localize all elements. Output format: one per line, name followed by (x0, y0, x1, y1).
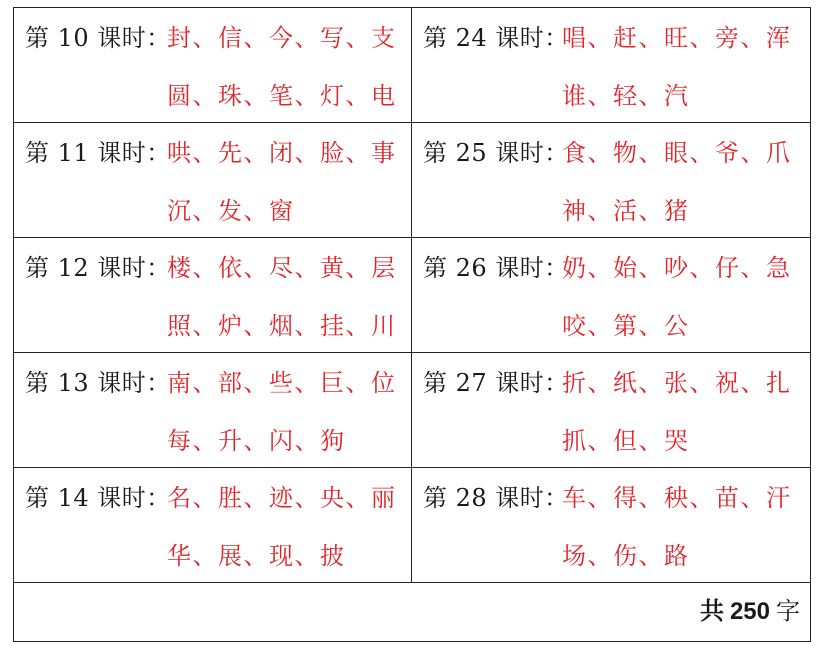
lesson-characters: 折、纸、张、祝、扎抓、但、哭 (562, 369, 792, 455)
table-row (14, 8, 811, 123)
lesson-characters: 食、物、眼、爷、爪神、活、猪 (562, 139, 792, 225)
lesson-characters: 奶、始、吵、仔、急咬、第、公 (562, 254, 792, 340)
lesson-label: 第 12 课时： (25, 254, 171, 282)
lesson-cell (412, 468, 811, 583)
lesson-cell (14, 8, 412, 123)
lesson-label: 第 26 课时： (423, 254, 569, 282)
lesson-label: 第 28 课时： (423, 484, 569, 512)
total-suffix: 字 (776, 597, 800, 625)
lesson-label: 第 14 课时： (25, 484, 171, 512)
lesson-characters: 楼、依、尽、黄、层照、炉、烟、挂、川 (167, 254, 397, 340)
table-row (14, 468, 811, 583)
lesson-characters: 车、得、秧、苗、汗场、伤、路 (562, 484, 792, 570)
lesson-characters: 名、胜、迹、央、丽华、展、现、披 (167, 484, 397, 570)
lesson-characters: 封、信、今、写、支圆、珠、笔、灯、电 (167, 24, 397, 110)
lesson-cell (412, 238, 811, 353)
lesson-cell (14, 238, 412, 353)
table-row (14, 238, 811, 353)
total-count-text (700, 595, 800, 628)
total-cell (14, 583, 811, 642)
table-row (14, 353, 811, 468)
lesson-cell (412, 123, 811, 238)
lesson-label: 第 10 课时： (25, 24, 171, 52)
table-row (14, 123, 811, 238)
lesson-label: 第 13 课时： (25, 369, 171, 397)
lesson-label: 第 27 课时： (423, 369, 569, 397)
lesson-label: 第 25 课时： (423, 139, 569, 167)
total-number: 250 (729, 598, 770, 625)
total-row (14, 583, 811, 642)
lesson-label: 第 24 课时： (423, 24, 569, 52)
lesson-cell (14, 123, 412, 238)
lesson-characters: 唱、赶、旺、旁、浑谁、轻、汽 (562, 24, 792, 110)
lesson-characters: 哄、先、闭、脸、事沉、发、窗 (167, 139, 397, 225)
lesson-label: 第 11 课时： (25, 139, 171, 167)
lesson-characters: 南、部、些、巨、位每、升、闪、狗 (167, 369, 397, 455)
lesson-table (13, 7, 811, 642)
lesson-cell (14, 353, 412, 468)
lesson-cell (412, 8, 811, 123)
total-prefix: 共 (699, 596, 724, 625)
lesson-cell (412, 353, 811, 468)
lesson-cell (14, 468, 412, 583)
